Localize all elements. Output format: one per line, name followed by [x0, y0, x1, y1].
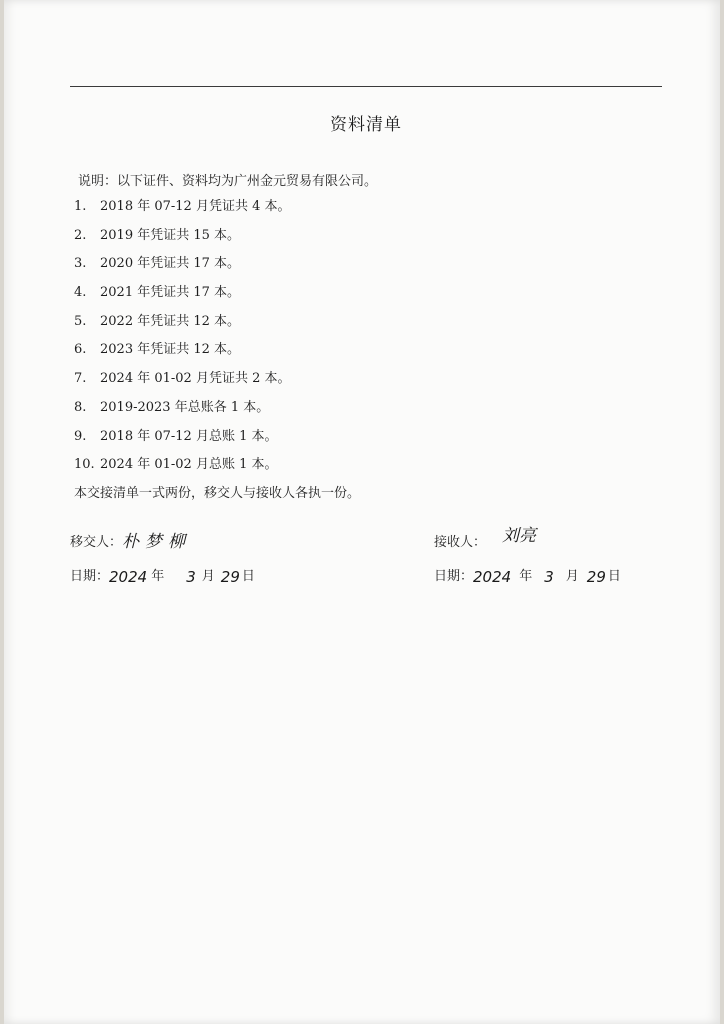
- transferor-year: 2024: [109, 568, 148, 586]
- transferor-label: 移交人：: [70, 535, 123, 550]
- item-number: 6.: [74, 342, 87, 358]
- item-number: 2.: [74, 227, 87, 243]
- item-text: 2023 年凭证共 12 本。: [100, 342, 241, 358]
- receiver-date-row: [434, 556, 621, 590]
- transferor-month: 3: [186, 568, 196, 586]
- item-text: 2024 年 01-02 月总账 1 本。: [100, 457, 278, 473]
- receiver-label: 接收人：: [434, 535, 487, 550]
- transferor-day: 29: [220, 568, 240, 586]
- transferor-row: [70, 522, 255, 556]
- document-title: 资料清单: [330, 115, 402, 135]
- list-item: [74, 313, 291, 342]
- transferor-year-unit: 年: [151, 569, 165, 584]
- receiver-date-label: 日期：: [434, 569, 474, 584]
- list-item: [74, 341, 291, 370]
- list-item: [74, 255, 291, 284]
- list-item: [74, 399, 291, 428]
- item-text: 2021 年凭证共 17 本。: [100, 285, 241, 301]
- receiver-day-unit: 日: [607, 569, 621, 584]
- item-number: 3.: [74, 256, 87, 272]
- item-text: 2018 年 07-12 月总账 1 本。: [100, 428, 278, 444]
- document-page: [4, 0, 720, 1024]
- receiver-day: 29: [586, 568, 606, 586]
- list-item: [74, 428, 291, 457]
- receiver-month: 3: [544, 568, 554, 586]
- item-number: 4.: [74, 285, 87, 301]
- receiver-year-unit: 年: [519, 569, 533, 584]
- item-text: 2019-2023 年总账各 1 本。: [100, 399, 270, 415]
- list-item: [74, 227, 291, 256]
- transferor-block: [70, 522, 255, 590]
- intro-note: 说明：以下证件、资料均为广州金元贸易有限公司。: [78, 174, 378, 189]
- item-text: 2022 年凭证共 12 本。: [100, 313, 241, 329]
- receiver-block: [434, 522, 621, 590]
- transferor-date-label: 日期：: [70, 569, 110, 584]
- item-text: 2020 年凭证共 17 本。: [100, 256, 241, 272]
- item-text: 2024 年 01-02 月凭证共 2 本。: [100, 371, 291, 387]
- receiver-year: 2024: [473, 568, 512, 586]
- receiver-signature: 刘亮: [502, 526, 537, 546]
- item-number: 1.: [74, 199, 87, 214]
- list-item: [74, 456, 291, 485]
- item-text: 2018 年 07-12 月凭证共 4 本。: [100, 199, 291, 214]
- transferor-month-unit: 月: [201, 569, 215, 584]
- item-text: 2019 年凭证共 15 本。: [100, 227, 241, 243]
- closing-note: 本交接清单一式两份，移交人与接收人各执一份。: [74, 486, 361, 501]
- transferor-day-unit: 日: [241, 569, 255, 584]
- transferor-date-row: [70, 556, 255, 590]
- receiver-row: [434, 522, 621, 556]
- transferor-signature: 朴梦柳: [122, 532, 192, 552]
- item-number: 8.: [74, 399, 87, 415]
- item-list: [74, 198, 291, 485]
- item-number: 5.: [74, 313, 87, 329]
- item-number: 9.: [74, 428, 87, 444]
- receiver-month-unit: 月: [565, 569, 579, 584]
- item-number: 10.: [74, 457, 95, 473]
- item-number: 7.: [74, 371, 87, 387]
- list-item: [74, 198, 291, 227]
- list-item: [74, 370, 291, 399]
- header-rule: [70, 86, 662, 87]
- list-item: [74, 284, 291, 313]
